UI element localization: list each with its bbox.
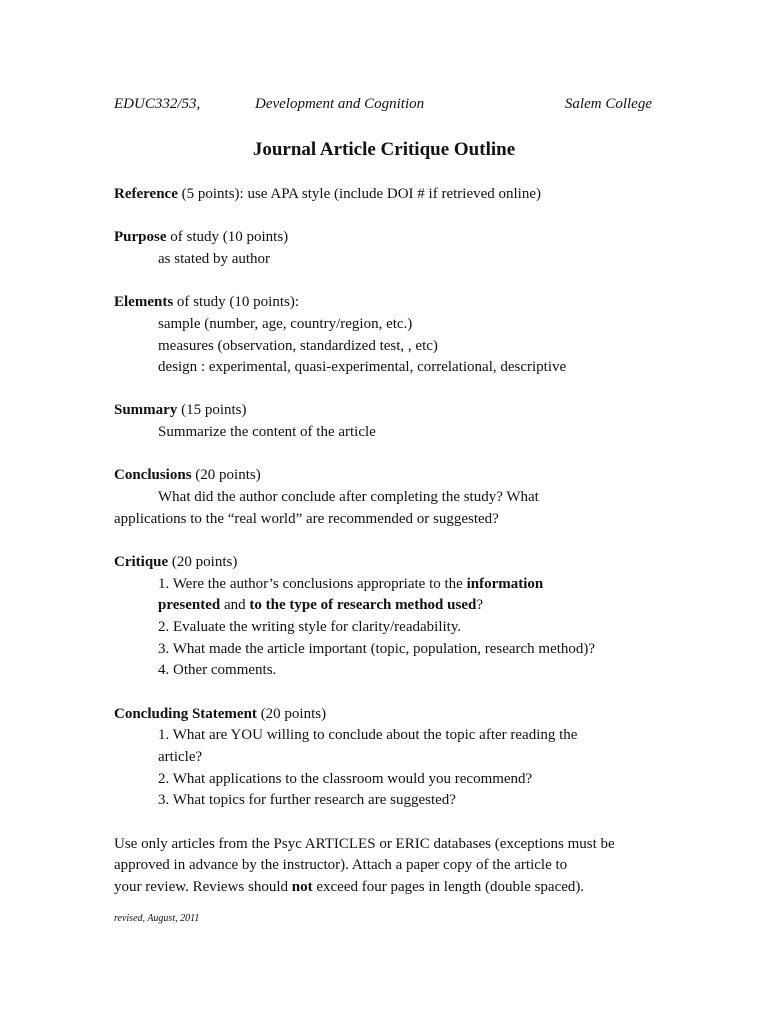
closing-line3-text: your review. Reviews should — [114, 879, 292, 896]
outline-body — [114, 184, 674, 920]
section-critique — [114, 552, 674, 682]
summary-points: (15 points) — [177, 402, 247, 419]
purpose-item: as stated by author — [158, 250, 271, 267]
concluding-item-3: 3. What topics for further research are suggested? — [158, 792, 456, 809]
closing-bold-not: not — [291, 879, 313, 896]
closing-instructions — [114, 834, 674, 899]
concluding-heading: Concluding Statement — [114, 705, 257, 722]
critique-item-1-bold-information: information — [466, 575, 544, 592]
school-name: Salem College — [564, 96, 652, 112]
purpose-points: of study (10 points) — [166, 229, 289, 246]
closing-line1: Use only articles from the Psyc ARTICLES or ERIC databases (exceptions must be — [114, 835, 615, 852]
critique-item-3: 3. What made the article important (topic, population, research method)? — [158, 640, 596, 657]
concluding-item-2: 2. What applications to the classroom would you recommend? — [158, 770, 533, 787]
elements-item-measures: measures (observation, standardized test, , etc) — [158, 337, 438, 354]
conclusions-points: (20 points) — [191, 467, 261, 484]
course-code: EDUC332/53, — [114, 96, 201, 112]
elements-heading: Elements — [114, 294, 174, 311]
closing-line3-rest: exceed four pages in length (double spaced). — [312, 879, 585, 896]
critique-item-2: 2. Evaluate the writing style for clarity/readability. — [158, 619, 462, 636]
purpose-heading: Purpose — [114, 229, 167, 246]
critique-item-1-bold-method: to the type of research method used — [249, 597, 477, 614]
concluding-points: (20 points) — [256, 705, 327, 722]
closing-line2: approved in advance by the instructor). Attach a paper copy of the article to — [114, 857, 568, 874]
section-purpose — [114, 227, 674, 270]
section-conclusions — [114, 465, 674, 530]
reference-points: (5 points): use APA style (include DOI # if retrieved online) — [177, 186, 541, 202]
concluding-item-1-line1: 1. What are YOU willing to conclude about the topic after reading the — [158, 727, 578, 744]
critique-item-1-qmark: ? — [476, 597, 483, 614]
section-concluding-statement — [114, 704, 674, 813]
conclusions-heading: Conclusions — [114, 467, 192, 484]
summary-item: Summarize the content of the article — [158, 424, 376, 441]
section-elements — [114, 292, 674, 379]
critique-item-4: 4. Other comments. — [158, 662, 277, 679]
section-summary — [114, 400, 674, 443]
page-title: Journal Article Critique Outline — [252, 139, 516, 160]
critique-item-1-and: and — [220, 597, 250, 614]
closing-line3 — [114, 877, 674, 899]
critique-heading: Critique — [114, 553, 169, 570]
elements-item-design: design : experimental, quasi-experimental, correlational, descriptive — [158, 359, 567, 376]
elements-item-sample: sample (number, age, country/region, etc.) — [158, 315, 413, 332]
conclusions-text-line1: What did the author conclude after completing the study? What — [158, 489, 539, 506]
critique-item-1-line1 — [114, 574, 674, 596]
revision-note: revised, August, 2011 — [114, 913, 200, 924]
critique-item-1-text: 1. Were the author’s conclusions appropriate to the — [158, 575, 467, 592]
reference-heading: Reference — [114, 186, 178, 202]
section-reference — [114, 184, 674, 206]
conclusions-text-line2: applications to the “real world” are recommended or suggested? — [114, 510, 499, 527]
critique-points: (20 points) — [168, 553, 238, 570]
concluding-item-1-line2: article? — [158, 749, 203, 766]
elements-points: of study (10 points): — [173, 294, 300, 311]
course-title: Development and Cognition — [255, 96, 425, 112]
critique-item-1-bold-presented: presented — [158, 597, 221, 614]
critique-item-1-line2 — [114, 595, 674, 617]
summary-heading: Summary — [114, 402, 178, 419]
